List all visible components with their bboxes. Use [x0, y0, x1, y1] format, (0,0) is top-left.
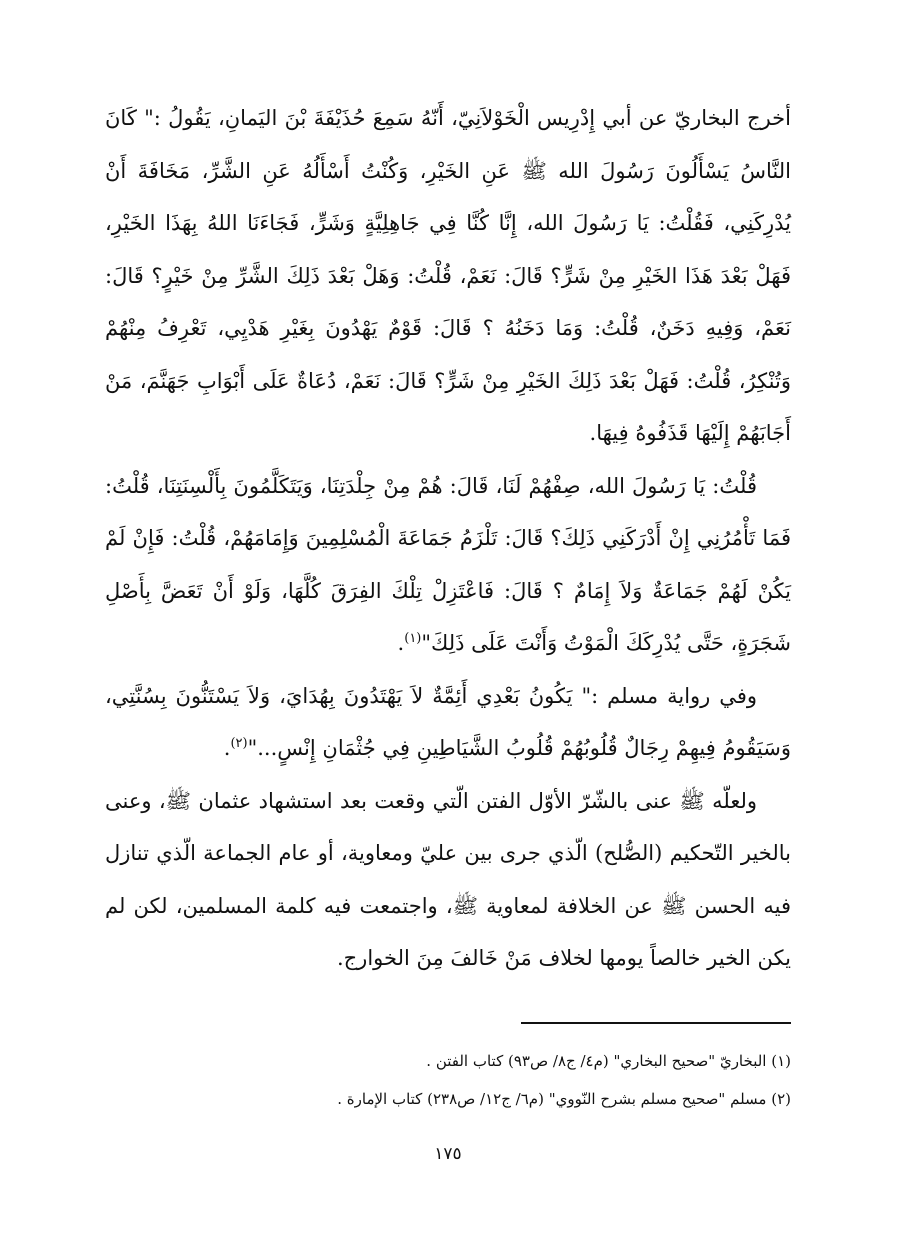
footnotes: [105, 1042, 791, 1118]
paragraph-1: [105, 92, 791, 460]
paragraph-2-text: قُلْتُ: يَا رَسُولَ الله، صِفْهُمْ لَنَا، قَالَ: هُمْ مِنْ جِلْدَتِنَا، وَيَتَكَلَّمُونَ بِأَلْسِنَتِنَا، قُلْتُ: فَمَا تَأْمُرُنِي إِنْ أَدْرَكَنِي ذَلِكَ؟ قَالَ: تَلْزَمُ جَمَاعَةَ الْمُسْلِمِينَ وَإِمَامَهُمْ، قُلْتُ: فَإِنْ لَمْ يَكُنْ لَهُمْ جَمَاعَةٌ وَلاَ إِمَامٌ ؟ قَالَ: فَاعْتَزِلْ تِلْكَ الفِرَقَ كُلَّهَا، وَلَوْ أَنْ تَعَضَّ بِأَصْلِ شَجَرَةٍ، حَتَّى يُدْرِكَكَ الْمَوْتُ وَأَنْتَ عَلَى ذَلِكَ": [105, 473, 791, 655]
paragraph-3-end: .: [223, 736, 231, 760]
footnote-ref-1[interactable]: (١): [404, 631, 422, 646]
footnote-1: (١) البخاريّ "صحيح البخاري" (م٤/ ج٨/ ص٩٣) كتاب الفتن .: [426, 1052, 791, 1070]
page-number: ١٧٥: [434, 1144, 462, 1164]
paragraph-3: [105, 670, 791, 775]
paragraph-4: [105, 775, 791, 985]
paragraph-2-end: .: [397, 631, 405, 655]
document-page: [105, 92, 791, 1212]
footnote-2: (٢) مسلم "صحيح مسلم بشرح النّووي" (م٦/ ج١٢/ ص٢٣٨) كتاب الإمارة .: [337, 1090, 791, 1108]
footnote-divider: [521, 1022, 791, 1024]
paragraph-3-text: وفي رواية مسلم :" يَكُونُ بَعْدِي أَئِمَّةٌ لاَ يَهْتَدُونَ بِهُدَايَ، وَلاَ يَسْتَنُّونَ بِسُنَّتِي، وَسَيَقُومُ فِيهِمْ رِجَالٌ قُلُوبُهُمْ قُلُوبُ الشَّيَاطِينِ فِي جُثْمَانِ إِنْسٍ...": [105, 683, 791, 760]
paragraph-1-text: أخرج البخاريّ عن أبي إِدْرِيس الْخَوْلاَنِيّ، أَنّهُ سَمِعَ حُذَيْفَةَ بْنَ اليَمانِ، يَقُولُ :" كَانَ النَّاسُ يَسْأَلُونَ رَسُولَ الله ﷺ عَنِ الخَيْرِ، وَكُنْتُ أَسْأَلُهُ عَنِ الشَّرِّ، مَخَافَةَ أَنْ يُدْرِكَنِي، فَقُلْتُ: يَا رَسُولَ الله، إِنَّا كُنَّا فِي جَاهِلِيَّةٍ وَشَرٍّ، فَجَاءَنَا اللهُ بِهَذَا الخَيْرِ، فَهَلْ بَعْدَ هَذَا الخَيْرِ مِنْ شَرٍّ؟ قَالَ: نَعَمْ، قُلْتُ: وَهَلْ بَعْدَ ذَلِكَ الشَّرِّ مِنْ خَيْرٍ؟ قَالَ: نَعَمْ، وَفِيهِ دَخَنٌ، قُلْتُ: وَمَا دَخَنُهُ ؟ قَالَ: قَوْمٌ يَهْدُونَ بِغَيْرِ هَدْيِي، تَعْرِفُ مِنْهُمْ وَتُنْكِرُ، قُلْتُ: فَهَلْ بَعْدَ ذَلِكَ الخَيْرِ مِنْ شَرٍّ؟ قَالَ: نَعَمْ، دُعَاةٌ عَلَى أَبْوَابِ جَهَنَّمَ، مَنْ أَجَابَهُمْ إِلَيْهَا قَذَفُوهُ فِيهَا.: [105, 106, 791, 445]
footnote-ref-2[interactable]: (٢): [230, 736, 248, 751]
paragraph-2: [105, 460, 791, 670]
paragraph-4-text: ولعلّه ﷺ عنى بالشّرّ الأوّل الفتن الّتي وقعت بعد استشهاد عثمان ﷺ، وعنى بالخير التّحكيم (الصُّلح) الّذي جرى بين عليّ ومعاوية، أو عام الجماعة الّذي تنازل فيه الحسن ﷺ عن الخلافة لمعاوية ﷺ، واجتمعت فيه كلمة المسلمين، لكن لم يكن الخير خالصاً يومها لخلاف مَنْ خَالفَ مِنَ الخوارج.: [105, 788, 791, 970]
